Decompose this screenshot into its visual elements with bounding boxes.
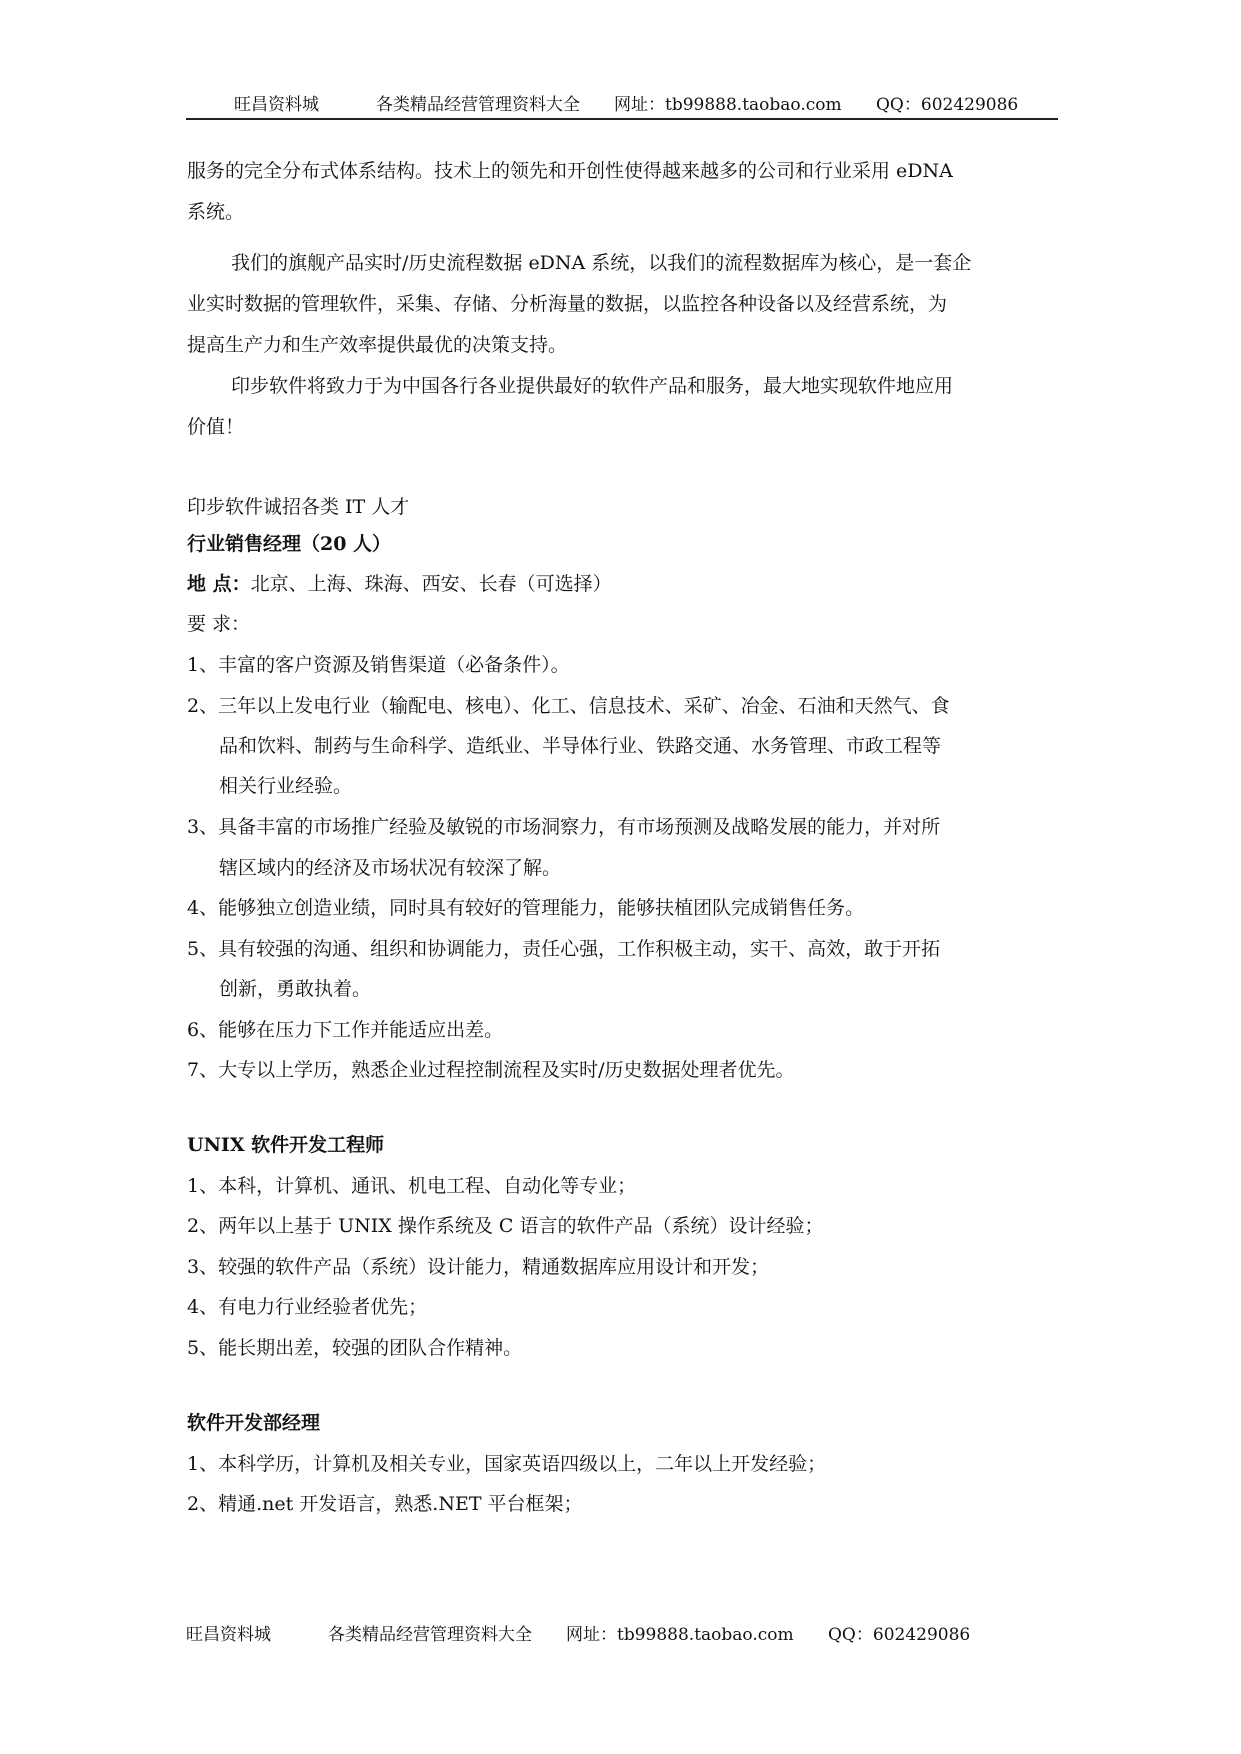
footer-qq: QQ：602429086 [828,1625,971,1645]
sales-req-3-line-2: 辖区域内的经济及市场状况有较深了解。 [219,857,562,879]
sales-req-2-line-1: 2、三年以上发电行业（输配电、核电）、化工、信息技术、采矿、冶金、石油和天然气、食 [187,695,950,717]
recruit-heading: 印步软件诚招各类 IT 人才 [187,496,410,518]
product-paragraph-line-3: 提高生产力和生产效率提供最优的决策支持。 [187,334,568,356]
unix-req-1: 1、本科，计算机、通讯、机电工程、自动化等专业； [187,1175,637,1197]
intro-line-1: 服务的完全分布式体系结构。技术上的领先和开创性使得越来越多的公司和行业采用 eDNA [187,160,953,182]
sales-req-7: 7、大专以上学历，熟悉企业过程控制流程及实时/历史数据处理者优先。 [187,1059,795,1081]
dev-manager-req-1: 1、本科学历，计算机及相关专业，国家英语四级以上，二年以上开发经验； [187,1453,827,1475]
requirements-label: 要 求： [187,613,251,635]
page-header [186,88,1058,120]
job-unix-engineer-title: UNIX 软件开发工程师 [187,1134,385,1156]
footer-shop-name: 旺昌资料城 [186,1625,271,1645]
sales-req-3-line-1: 3、具备丰富的市场推广经验及敏锐的市场洞察力，有市场预测及战略发展的能力，并对所 [187,816,941,838]
mission-line-2: 价值！ [187,416,245,438]
sales-req-5-line-2: 创新，勇敢执着。 [219,978,372,1000]
unix-req-2: 2、两年以上基于 UNIX 操作系统及 C 语言的软件产品（系统）设计经验； [187,1215,824,1237]
sales-req-2-line-3: 相关行业经验。 [219,775,353,797]
job-location [187,569,1067,596]
unix-req-4: 4、有电力行业经验者优先； [187,1296,428,1318]
header-slogan: 各类精品经营管理资料大全 [376,95,580,115]
unix-req-5: 5、能长期出差，较强的团队合作精神。 [187,1337,523,1359]
dev-manager-req-2: 2、精通.net 开发语言，熟悉.NET 平台框架； [187,1493,583,1515]
header-shop-name: 旺昌资料城 [234,95,319,115]
product-paragraph-line-1: 我们的旗舰产品实时/历史流程数据 eDNA 系统，以我们的流程数据库为核心，是一套企 [231,252,972,274]
sales-req-2-line-2: 品和饮料、制药与生命科学、造纸业、半导体行业、铁路交通、水务管理、市政工程等 [219,735,942,757]
sales-req-4: 4、能够独立创造业绩，同时具有较好的管理能力，能够扶植团队完成销售任务。 [187,897,865,919]
header-qq: QQ：602429086 [876,95,1019,115]
job-dev-manager-title: 软件开发部经理 [187,1412,321,1434]
footer-website: 网址：tb99888.taobao.com [566,1625,794,1645]
location-value: 北京、上海、珠海、西安、长春（可选择） [250,573,612,595]
sales-req-1: 1、丰富的客户资源及销售渠道（必备条件）。 [187,654,570,676]
footer-slogan: 各类精品经营管理资料大全 [328,1625,532,1645]
product-paragraph-line-2: 业实时数据的管理软件，采集、存储、分析海量的数据，以监控各种设备以及经营系统，为 [187,293,948,315]
location-label: 地 点： [187,573,251,595]
page-footer [186,1618,1058,1644]
job-sales-manager-title: 行业销售经理（20 人） [187,533,392,555]
mission-line-1: 印步软件将致力于为中国各行各业提供最好的软件产品和服务，最大地实现软件地应用 [231,375,954,397]
sales-req-5-line-1: 5、具有较强的沟通、组织和协调能力，责任心强，工作积极主动，实干、高效，敢于开拓 [187,938,941,960]
unix-req-3: 3、较强的软件产品（系统）设计能力，精通数据库应用设计和开发； [187,1256,770,1278]
sales-req-6: 6、能够在压力下工作并能适应出差。 [187,1019,504,1041]
header-website: 网址：tb99888.taobao.com [614,95,842,115]
intro-line-2: 系统。 [187,201,245,223]
